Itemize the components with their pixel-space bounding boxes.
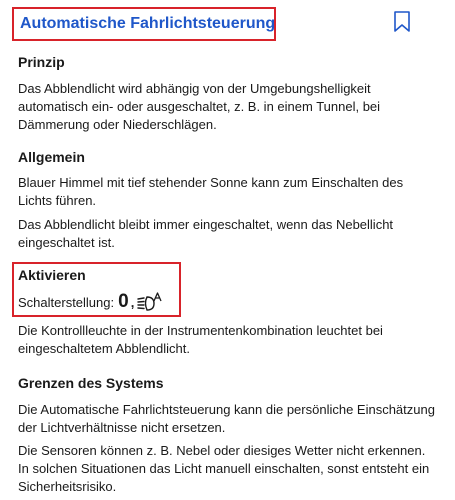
switch-position-label: Schalterstellung: [18, 294, 115, 310]
section-text-grenzen-2: Die Sensoren können z. B. Nebel oder diesiges Wetter nicht erkennen. In solchen Situationen das Licht manuell einschalten, sonst entsteht ein Sicherheitsrisiko. [18, 443, 430, 494]
section-text-aktivieren: Die Kontrollleuchte in der Instrumentenkombination leuchtet bei eingeschaltetem Abblendlicht. [18, 323, 383, 356]
section-heading-grenzen: Grenzen des Systems [18, 375, 164, 391]
section-heading-aktivieren: Aktivieren [18, 267, 86, 283]
switch-position-row [18, 292, 163, 312]
section-text-prinzip: Das Abblendlicht wird abhängig von der Umgebungshelligkeit automatisch ein- oder ausgeschaltet, z. B. in einem Tunnel, bei Dämmerung oder Niederschlägen. [18, 81, 381, 132]
section-text-allgemein-1: Blauer Himmel mit tief stehender Sonne kann zum Einschalten des Lichts führen. [18, 175, 404, 208]
section-text-grenzen-1: Die Automatische Fahrlichtsteuerung kann die persönliche Einschätzung der Lichtverhältnisse nicht ersetzen. [18, 402, 435, 435]
bookmark-icon[interactable] [393, 11, 411, 33]
page-title: Automatische Fahrlichtsteuerung [20, 15, 276, 32]
switch-position-zero: 0 [118, 291, 129, 312]
section-text-allgemein-2: Das Abblendlicht bleibt immer eingeschaltet, wenn das Nebellicht eingeschaltet ist. [18, 217, 394, 250]
section-heading-prinzip: Prinzip [18, 54, 65, 70]
auto-light-icon [137, 292, 163, 312]
switch-position-separator: , [130, 294, 135, 310]
section-heading-allgemein: Allgemein [18, 149, 85, 165]
